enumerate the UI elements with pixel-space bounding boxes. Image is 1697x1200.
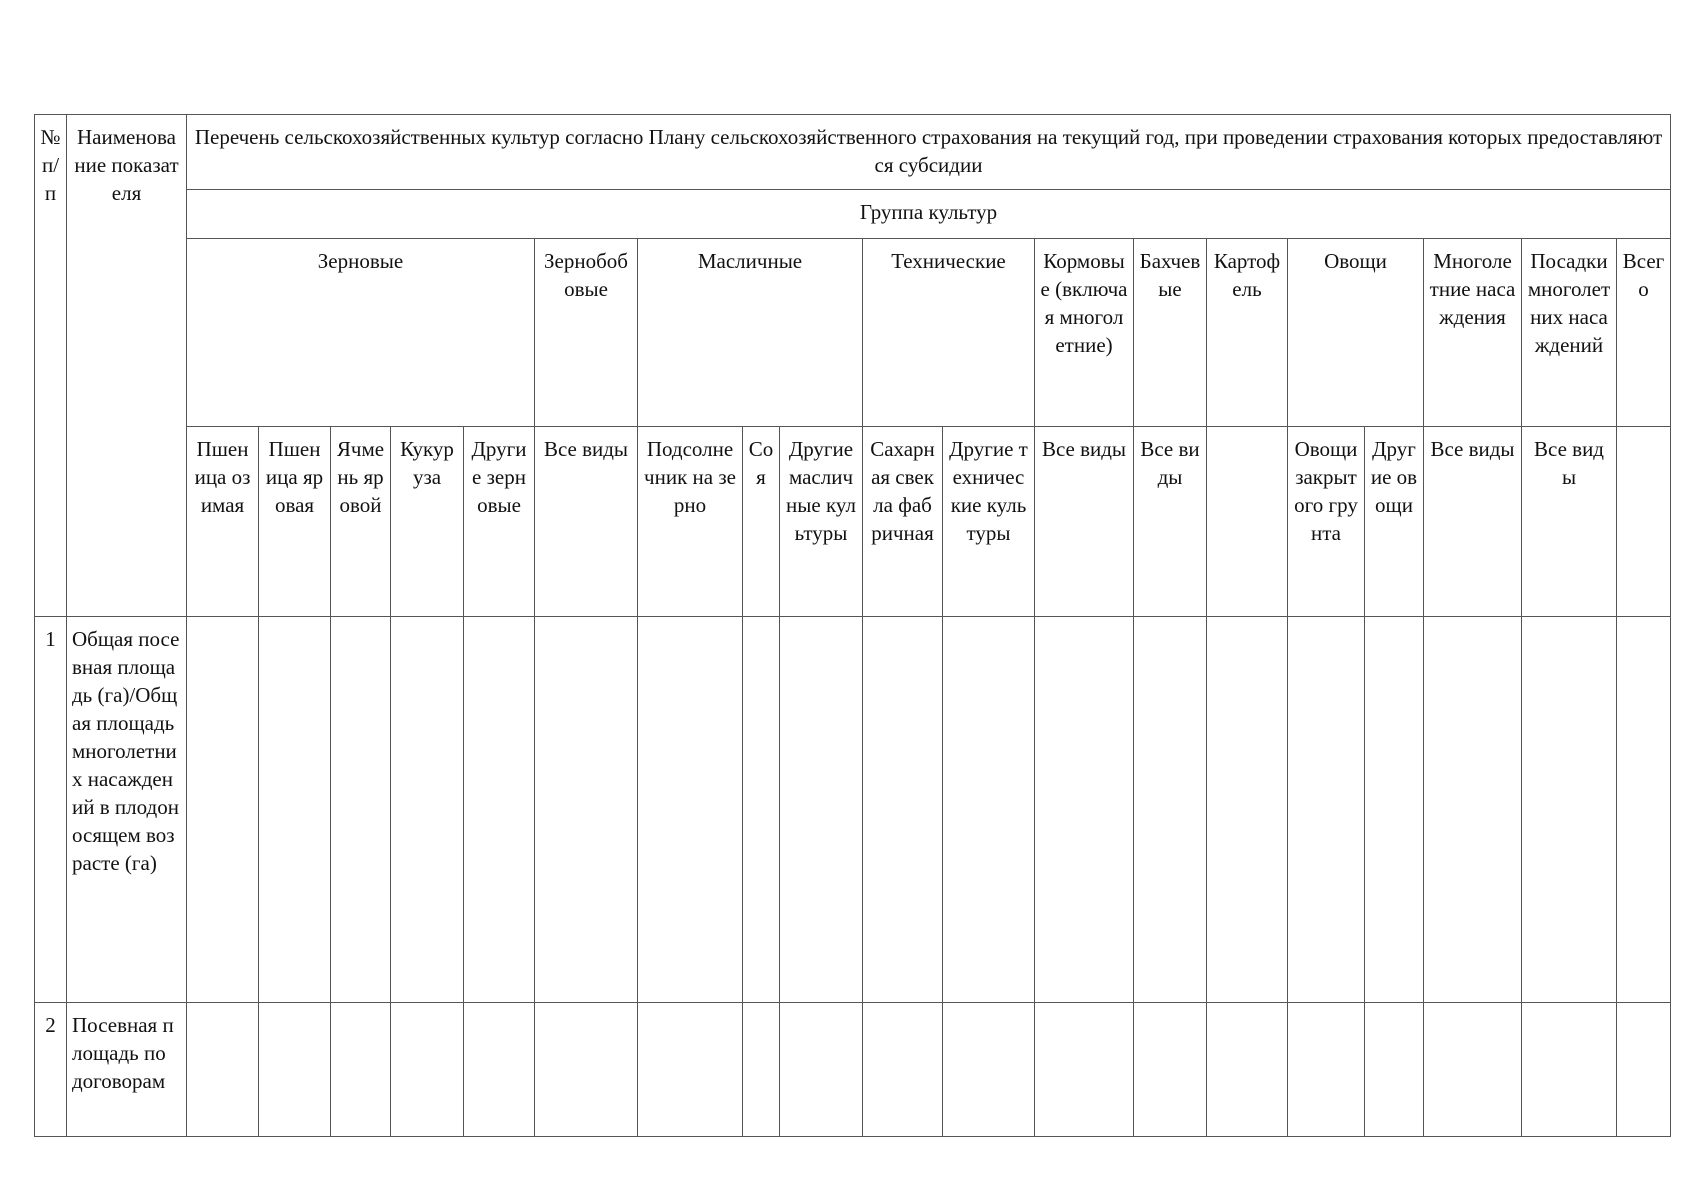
table-cell (259, 1003, 331, 1137)
table-cell (331, 1003, 391, 1137)
table-cell (1522, 616, 1617, 1003)
group-melons: Бахчевые (1134, 239, 1207, 427)
table-cell (535, 1003, 638, 1137)
table-cell (1207, 616, 1288, 1003)
subcol-melons-all: Все виды (1134, 427, 1207, 617)
subcol-wheat-spring: Пшеница яровая (259, 427, 331, 617)
table-cell (464, 1003, 535, 1137)
subcol-other-oil: Другие масличные культуры (780, 427, 863, 617)
table-cell (638, 1003, 743, 1137)
table-cell (1035, 1003, 1134, 1137)
table-cell (1522, 1003, 1617, 1137)
table-cell (943, 616, 1035, 1003)
subcol-sunflower: Подсолнечник на зерно (638, 427, 743, 617)
table-row (35, 1003, 1671, 1137)
table-cell (1424, 1003, 1522, 1137)
table-cell (1288, 616, 1365, 1003)
table-cell (1365, 1003, 1424, 1137)
header-group-title: Группа культур (187, 190, 1671, 239)
row-label: Общая посевная площадь (га)/Общая площадь многолетних насаждений в плодоносящем возрасте (га) (67, 616, 187, 1003)
table-cell (743, 1003, 780, 1137)
group-potato: Картофель (1207, 239, 1288, 427)
subcol-other-tech: Другие технические культуры (943, 427, 1035, 617)
table-row (35, 616, 1671, 1003)
subcol-sugar-beet: Сахарная свекла фабричная (863, 427, 943, 617)
subcol-fodder-all: Все виды (1035, 427, 1134, 617)
group-planting: Посадки многолетних насаждений (1522, 239, 1617, 427)
table-cell (391, 1003, 464, 1137)
subcol-soy: Соя (743, 427, 780, 617)
subcol-planting-all: Все виды (1522, 427, 1617, 617)
table-cell (464, 616, 535, 1003)
table-cell (1617, 1003, 1671, 1137)
table-cell (863, 616, 943, 1003)
table-cell (1617, 616, 1671, 1003)
subcol-other-grain: Другие зерновые (464, 427, 535, 617)
group-grain: Зерновые (187, 239, 535, 427)
group-legumes: Зернобобовые (535, 239, 638, 427)
header-indicator-name: Наименование показателя (67, 115, 187, 617)
table-cell (187, 616, 259, 1003)
table-cell (259, 616, 331, 1003)
table-cell (780, 616, 863, 1003)
table-cell (1365, 616, 1424, 1003)
subcol-corn: Кукуруза (391, 427, 464, 617)
subcol-wheat-winter: Пшеница озимая (187, 427, 259, 617)
table-cell (1207, 1003, 1288, 1137)
subcol-veg-closed: Овощи закрытого грунта (1288, 427, 1365, 617)
table-cell (780, 1003, 863, 1137)
group-total: Всего (1617, 239, 1671, 427)
group-technical: Технические (863, 239, 1035, 427)
header-num: № п/п (35, 115, 67, 617)
subcol-veg-other: Другие овощи (1365, 427, 1424, 617)
group-vegetables: Овощи (1288, 239, 1424, 427)
table-cell (863, 1003, 943, 1137)
group-fodder: Кормовые (включая многолетние) (1035, 239, 1134, 427)
row-label: Посевная площадь по договорам (67, 1003, 187, 1137)
table-cell (1134, 616, 1207, 1003)
header-main-title: Перечень сельскохозяйственных культур согласно Плану сельскохозяйственного страхования на текущий год, при проведении страхования которых предоставляются субсидии (187, 115, 1671, 190)
table-cell (331, 616, 391, 1003)
table-cell (1134, 1003, 1207, 1137)
table-cell (1288, 1003, 1365, 1137)
row-num: 1 (35, 616, 67, 1003)
table-cell (1424, 616, 1522, 1003)
subcol-perennial-all: Все виды (1424, 427, 1522, 617)
table-cell (638, 616, 743, 1003)
subcol-barley-spring: Ячмень яровой (331, 427, 391, 617)
table-cell (1035, 616, 1134, 1003)
subcol-potato-empty (1207, 427, 1288, 617)
table-cell (743, 616, 780, 1003)
group-perennial: Многолетние насаждения (1424, 239, 1522, 427)
subsidy-crops-table (34, 114, 1671, 1137)
group-oilseeds: Масличные (638, 239, 863, 427)
table-cell (943, 1003, 1035, 1137)
table-cell (391, 616, 464, 1003)
table-cell (535, 616, 638, 1003)
subcol-legumes-all: Все виды (535, 427, 638, 617)
subcol-total-empty (1617, 427, 1671, 617)
row-num: 2 (35, 1003, 67, 1137)
table-cell (187, 1003, 259, 1137)
